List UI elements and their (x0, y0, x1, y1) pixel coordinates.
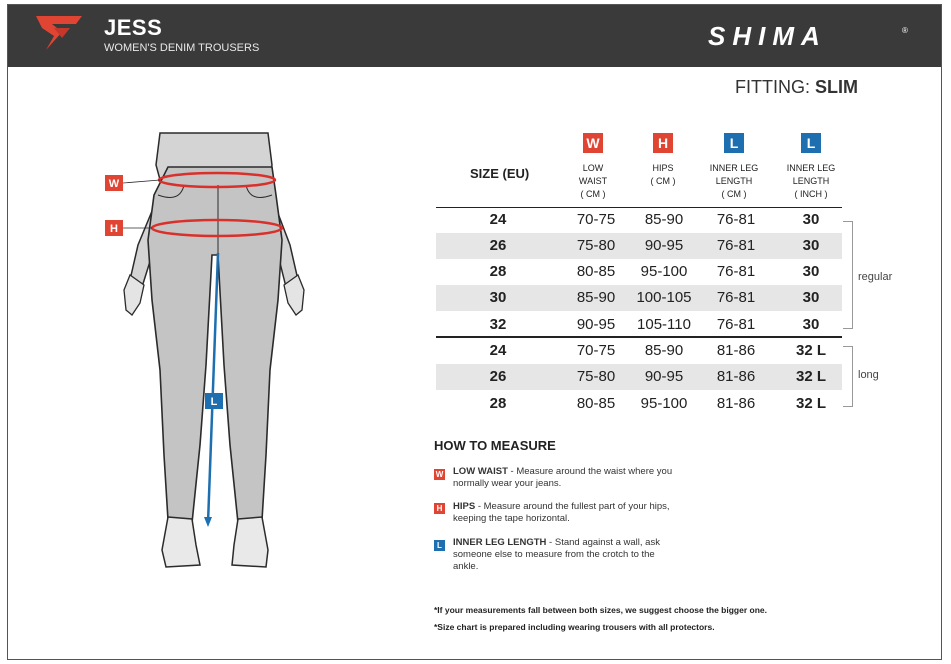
header-line: WAIST (578, 176, 608, 186)
measure-name: HIPS (453, 501, 476, 512)
waist-cell: 80-85 (576, 263, 616, 280)
waist-cell: 75-80 (576, 237, 616, 254)
header-line: ( CM ) (650, 176, 676, 186)
inner-leg-arrow-icon (204, 517, 212, 527)
hips-cell: 95-100 (640, 395, 688, 412)
header-line: ( CM ) (580, 189, 606, 199)
table-row (436, 207, 842, 233)
fitting-value: SLIM (815, 77, 859, 97)
measure-desc: - Measure around the fullest part of your hips, keeping the tape horizontal. (453, 501, 670, 524)
table-row (436, 338, 842, 364)
leg-inch-cell: 32 L (795, 342, 826, 359)
waist-column-badge: W (583, 133, 603, 153)
brand-wordmark (706, 24, 911, 50)
hips-column-badge: H (653, 133, 673, 153)
table-row (436, 259, 842, 285)
brand-name: SHIMA (708, 24, 827, 50)
size-cell: 26 (489, 237, 507, 254)
fitting-label (735, 77, 858, 98)
leg-cm-cell: 76-81 (716, 289, 756, 306)
long-bracket (843, 346, 853, 407)
table-row (436, 312, 842, 338)
fitting-label-text: FITTING: (735, 77, 810, 97)
hips-cell: 105-110 (637, 316, 691, 333)
hips-column-header (636, 162, 690, 188)
leg-cm-column-badge: L (724, 133, 744, 153)
header-line: HIPS (652, 163, 674, 173)
table-row (436, 285, 842, 311)
header-line: INNER LEG (709, 163, 759, 173)
leg-inch-cell: 32 L (795, 368, 826, 385)
header-line: INNER LEG (786, 163, 836, 173)
leg-cm-cell: 76-81 (716, 316, 756, 333)
brand-registered-mark: ® (902, 26, 908, 35)
size-cell: 26 (489, 368, 507, 385)
product-title: JESS (104, 15, 163, 40)
size-column-header: SIZE (EU) (470, 166, 530, 181)
waist-cell: 70-75 (576, 211, 616, 228)
leg-cm-cell: 76-81 (716, 263, 756, 280)
leg-cm-cell: 76-81 (716, 237, 756, 254)
header-line: LOW (582, 163, 604, 173)
waist-measure-badge: W (435, 470, 444, 479)
header-line: LENGTH (715, 176, 753, 186)
header-line: ( CM ) (721, 189, 747, 199)
hips-cell: 100-105 (636, 289, 692, 306)
regular-bracket (843, 221, 853, 329)
waist-cell: 75-80 (576, 368, 616, 385)
leg-inch-cell: 30 (802, 237, 820, 254)
shima-logo-icon (36, 14, 82, 54)
leg-inch-cell: 30 (802, 289, 820, 306)
measure-desc: - Stand against a wall, ask someone else to measure from the crotch to the ankle. (453, 537, 660, 572)
waist-label-text: W (108, 178, 120, 190)
leg-inch-cell: 30 (802, 211, 820, 228)
hips-cell: 85-90 (644, 342, 684, 359)
waist-cell: 90-95 (576, 316, 616, 333)
size-cell: 28 (489, 263, 507, 280)
hips-measure-text (453, 501, 693, 525)
leg-inch-cell: 30 (802, 263, 820, 280)
leg-cm-cell: 81-86 (716, 342, 756, 359)
measure-desc: - Measure around the waist where you normally wear your jeans. (453, 466, 673, 489)
hips-cell: 95-100 (640, 263, 688, 280)
how-to-measure-title: HOW TO MEASURE (434, 438, 556, 453)
size-cell: 24 (489, 342, 507, 359)
waist-column-header (566, 162, 620, 201)
left-shoe-shape (162, 517, 200, 567)
product-subtitle: WOMEN'S DENIM TROUSERS (104, 42, 260, 54)
size-cell: 24 (489, 211, 507, 228)
long-label: long (858, 369, 879, 381)
leg-measure-badge: L (434, 540, 445, 551)
hips-cell: 90-95 (644, 368, 684, 385)
waist-measure-text (453, 466, 693, 490)
waist-cell: 80-85 (576, 395, 616, 412)
leg-cm-cell: 81-86 (716, 395, 756, 412)
table-row (436, 391, 842, 417)
trousers-figure (100, 125, 330, 575)
header-line: LENGTH (792, 176, 830, 186)
hips-cell: 85-90 (644, 211, 684, 228)
leg-cm-cell: 81-86 (716, 368, 756, 385)
leg-label-text: L (210, 396, 218, 408)
leg-cm-cell: 76-81 (716, 211, 756, 228)
note-protectors: *Size chart is prepared including wearing trousers with all protectors. (434, 622, 715, 632)
leg-inch-column-header (777, 162, 845, 201)
hips-cell: 90-95 (644, 237, 684, 254)
size-cell: 32 (489, 316, 507, 333)
leg-measure-text (453, 537, 668, 573)
waist-cell: 85-90 (576, 289, 616, 306)
note-between-sizes: *If your measurements fall between both sizes, we suggest choose the bigger one. (434, 605, 767, 615)
table-row (436, 233, 842, 259)
waist-label-leader (123, 180, 160, 183)
header-line: ( INCH ) (794, 189, 828, 199)
table-row (436, 364, 842, 390)
leg-cm-column-header (700, 162, 768, 201)
size-cell: 28 (489, 395, 507, 412)
right-shoe-shape (232, 517, 268, 567)
hips-label-text: H (110, 223, 118, 235)
size-cell: 30 (489, 289, 507, 306)
leg-inch-column-badge: L (801, 133, 821, 153)
measure-name: INNER LEG LENGTH (453, 537, 547, 548)
leg-inch-cell: 32 L (795, 395, 826, 412)
hips-measure-badge: H (434, 503, 445, 514)
leg-inch-cell: 30 (802, 316, 820, 333)
waist-cell: 70-75 (576, 342, 616, 359)
regular-label: regular (858, 271, 893, 283)
measure-name: LOW WAIST (453, 466, 508, 477)
